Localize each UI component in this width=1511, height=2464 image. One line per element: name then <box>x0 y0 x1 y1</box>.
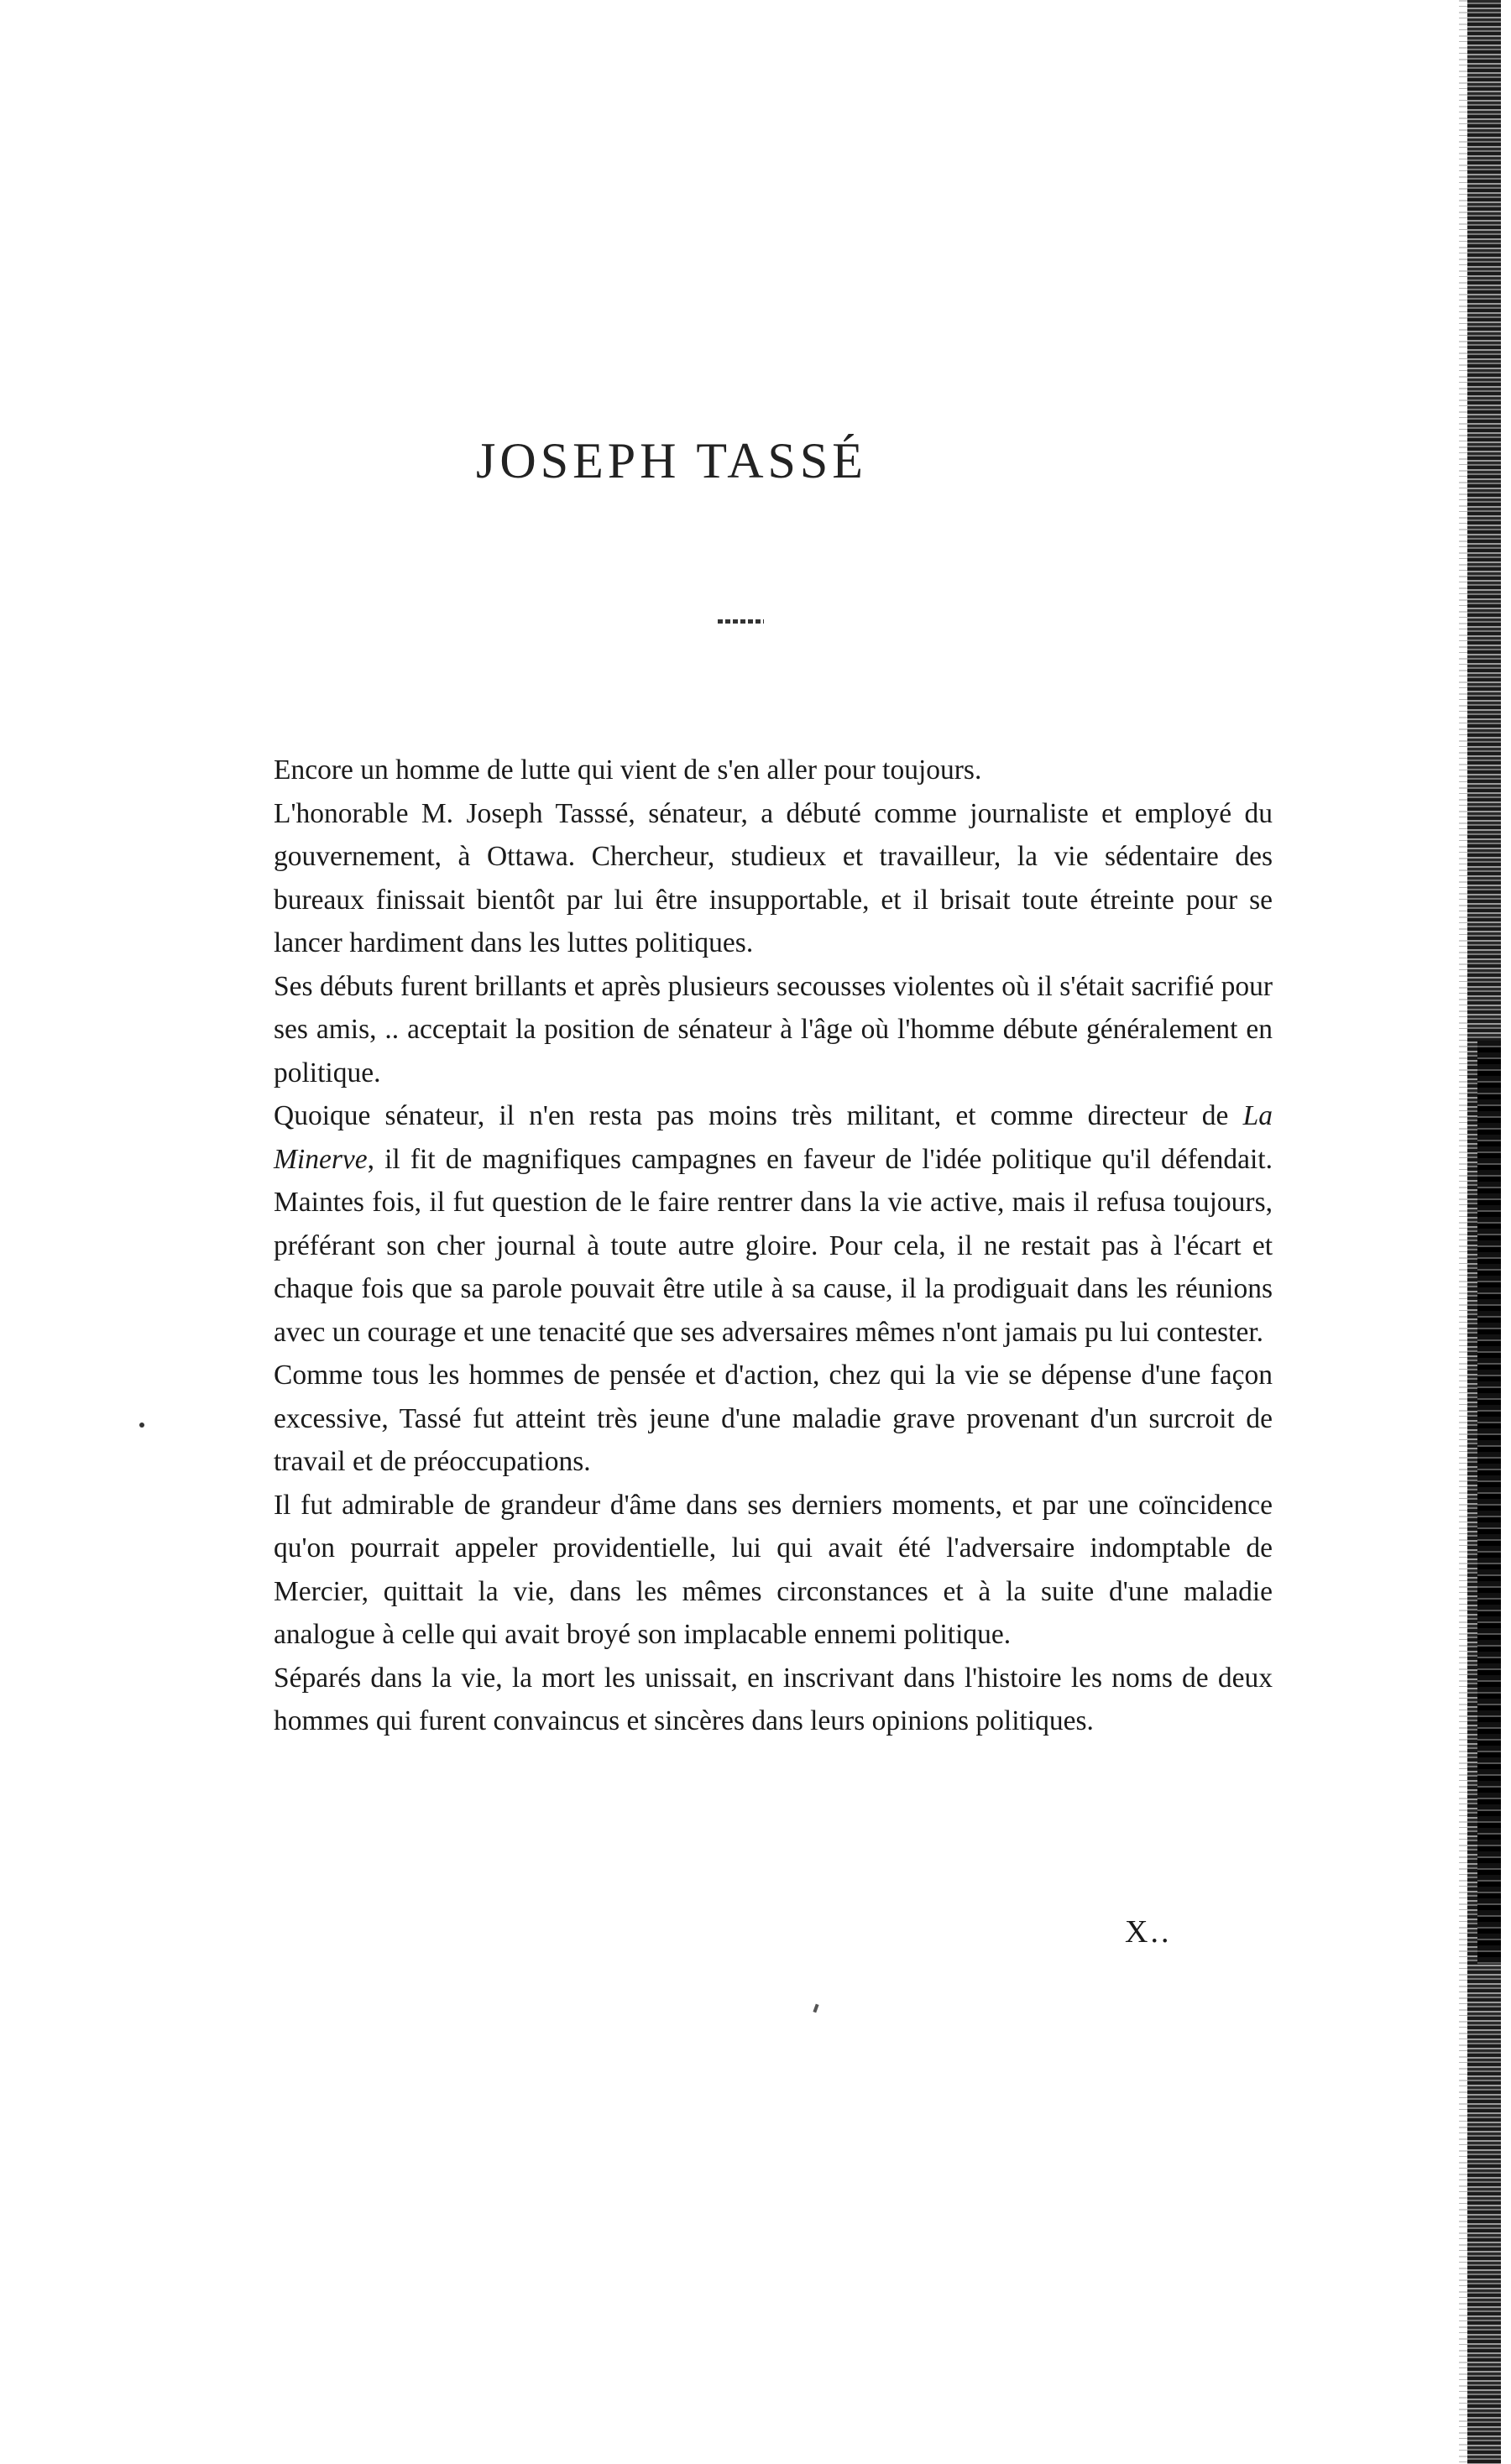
paragraph-1: Encore un homme de lutte qui vient de s'en aller pour toujours. <box>274 754 982 786</box>
paragraph-7: Séparés dans la vie, la mort les unissait, en inscrivant dans l'histoire les noms de deux hommes qui furent convaincus et sincères dans leurs opinions politiques. <box>274 1662 1273 1736</box>
paragraph-2: L'honorable M. Joseph Tasssé, sénateur, a débuté comme journaliste et employé du gouvernement, à Ottawa. Chercheur, studieux et travailleur, la vie sédentaire des bureaux finissait bientôt par lui être insupportable, et il brisait toute étreinte pour se lancer hardiment dans les luttes politiques. <box>274 797 1273 958</box>
stray-mark <box>813 2004 818 2013</box>
paragraph-5: Comme tous les hommes de pensée et d'action, chez qui la vie se dépense d'une façon excessive, Tassé fut atteint très jeune d'une maladie grave provenant d'un surcroit de travail et de préoccupations. <box>274 1360 1273 1477</box>
scan-edge-dark <box>1477 1041 1501 1964</box>
paragraph-4 <box>274 1094 1273 1354</box>
page-title: JOSEPH TASSÉ <box>476 433 867 488</box>
paragraph-4-end: , il fit de magnifiques campagnes en faveur de l'idée politique qu'il défendait. Maintes fois, il fut question de le faire rentrer dans la vie active, mais il refusa toujours, préférant son cher journal à toute autre gloire. Pour cela, il ne restait pas à l'écart et chaque fois que sa parole pouvait être utile à sa cause, il la prodiguait dans les réunions avec un courage et une tenacité que ses adversaires mêmes n'ont jamais pu lui contester. <box>274 1143 1273 1348</box>
title-ornament <box>718 619 764 624</box>
paragraph-6: Il fut admirable de grandeur d'âme dans ses derniers moments, et par une coïncidence qu'on pourrait appeler providentielle, lui qui avait été l'adversaire indomptable de Mercier, quittait la vie, dans les mêmes circonstances et à la suite d'une maladie analogue à celle qui avait broyé son implacable ennemi politique. <box>274 1489 1273 1650</box>
paragraph-3: Ses débuts furent brillants et après plusieurs secousses violentes où il s'était sacrifié pour ses amis, .. acceptait la position de sénateur à l'âge où l'homme débute généralement en politique. <box>274 970 1273 1088</box>
body-text <box>274 749 1273 1743</box>
newspaper-title: La Minerve <box>274 1100 1273 1175</box>
signature: X.. <box>1125 1914 1172 1950</box>
scan-edge-light <box>1459 0 1467 2464</box>
paragraph-4-start: Quoique sénateur, il n'en resta pas moins très militant, et comme directeur de <box>274 1100 1243 1131</box>
margin-dot <box>139 1423 144 1428</box>
